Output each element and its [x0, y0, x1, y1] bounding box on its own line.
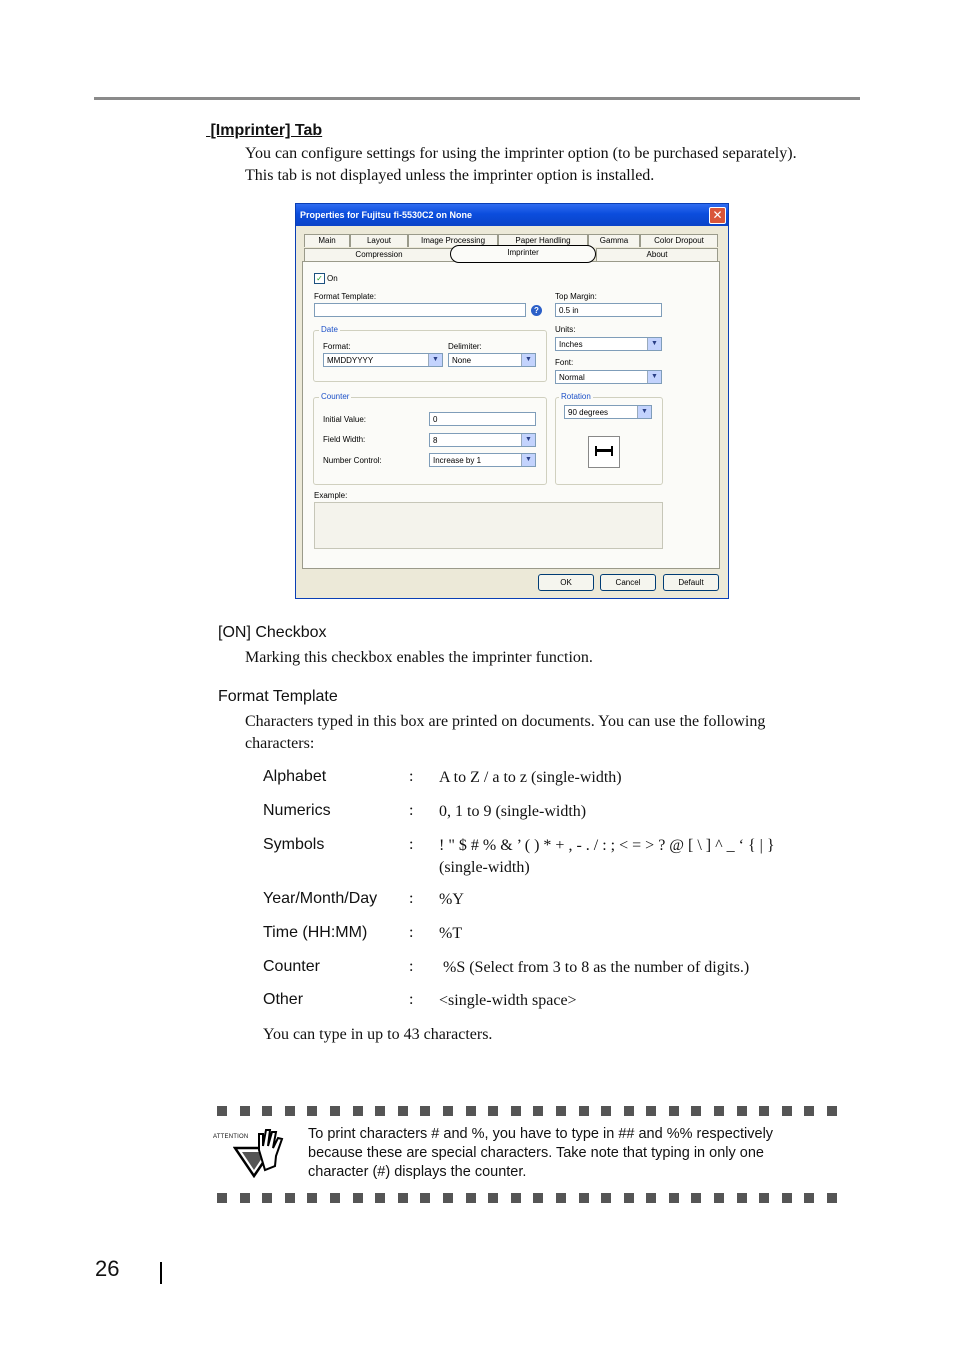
- intro-line-1: You can configure settings for using the imprinter option (to be purchased separately).: [245, 145, 797, 162]
- tab-layout[interactable]: Layout: [350, 234, 408, 247]
- cancel-button[interactable]: Cancel: [600, 574, 656, 591]
- number-control-value: Increase by 1: [433, 456, 482, 465]
- on-label: On: [327, 274, 338, 283]
- date-format-select[interactable]: [323, 353, 443, 367]
- on-checkbox[interactable]: ✓: [314, 273, 325, 284]
- attention-icon-label: ATTENTION: [213, 1134, 249, 1140]
- rotation-preview-icon: [588, 436, 620, 468]
- char-row-value: <single-width space>: [439, 992, 577, 1009]
- attention-line-3: character (#) displays the counter.: [308, 1164, 527, 1180]
- counter-group-title: Counter: [321, 392, 350, 401]
- char-row-label: Symbols: [263, 836, 325, 853]
- char-row-label: Numerics: [263, 802, 331, 819]
- char-row-value: %S (Select from 3 to 8 as the number of digits.): [439, 959, 750, 976]
- chevron-down-icon[interactable]: ▼: [428, 354, 442, 366]
- char-row-value-line: ! " $ # % & ’ ( ) * + , - . / : ; < = > ? @ [ \ ] ^ _ ‘ { | }: [439, 837, 775, 854]
- properties-dialog: [295, 203, 729, 599]
- close-icon[interactable]: ✕: [709, 207, 726, 224]
- format-template-desc-line-2: characters:: [245, 735, 315, 752]
- page-number: 26: [95, 1256, 120, 1281]
- units-select[interactable]: [555, 337, 662, 351]
- default-button[interactable]: Default: [663, 574, 719, 591]
- format-template-desc-line-1: Characters typed in this box are printed on documents. You can use the following: [245, 713, 766, 730]
- attention-line-2: because these are special characters. Take note that typing in only one: [308, 1145, 764, 1161]
- char-row-label: Other: [263, 991, 304, 1008]
- chevron-down-icon[interactable]: ▼: [647, 371, 661, 383]
- char-limit-note: You can type in up to 43 characters.: [263, 1026, 493, 1043]
- format-template-desc: [245, 711, 765, 755]
- char-row-colon: :: [409, 958, 414, 975]
- units-label: Units:: [555, 325, 576, 334]
- top-margin-label: Top Margin:: [555, 292, 597, 301]
- char-row-label: Counter: [263, 958, 320, 975]
- rotation-select[interactable]: [564, 405, 652, 419]
- number-control-label: Number Control:: [323, 456, 382, 465]
- field-width-value: 8: [433, 436, 438, 445]
- char-row-value-line: (single-width): [439, 859, 530, 876]
- tab-color-dropout[interactable]: Color Dropout: [640, 234, 718, 247]
- font-label: Font:: [555, 358, 574, 367]
- char-row-colon: :: [409, 802, 414, 819]
- char-row-colon: :: [409, 991, 414, 1008]
- initial-value-input[interactable]: 0: [429, 412, 536, 426]
- char-row-colon: :: [409, 836, 414, 853]
- char-row-label: Time (HH:MM): [263, 924, 368, 941]
- top-margin-input[interactable]: 0.5 in: [555, 303, 662, 317]
- format-template-label: Format Template:: [314, 292, 377, 301]
- format-template-heading: Format Template: [218, 688, 338, 705]
- units-value: Inches: [559, 340, 583, 349]
- attention-line-1: To print characters # and %, you have to type in ## and %% respectively: [308, 1126, 774, 1142]
- chevron-down-icon[interactable]: ▼: [521, 354, 535, 366]
- rotation-value: 90 degrees: [568, 408, 609, 417]
- dialog-titlebar: [296, 204, 728, 226]
- ok-button[interactable]: OK: [538, 574, 594, 591]
- date-group-title: Date: [321, 325, 338, 334]
- field-width-select[interactable]: [429, 433, 536, 447]
- chevron-down-icon[interactable]: ▼: [647, 338, 661, 350]
- char-row-value: %Y: [439, 891, 464, 908]
- char-row-colon: :: [409, 890, 414, 907]
- intro-line-2: This tab is not displayed unless the imprinter option is installed.: [245, 167, 655, 184]
- char-row-label: Year/Month/Day: [263, 890, 378, 907]
- example-box: [314, 502, 663, 549]
- footer-divider: [160, 1262, 162, 1284]
- on-checkbox-desc: Marking this checkbox enables the imprinter function.: [245, 649, 593, 666]
- tab-about[interactable]: About: [596, 248, 718, 261]
- tab-compression[interactable]: Compression: [304, 248, 454, 261]
- tab-image-processing[interactable]: Image Processing: [408, 234, 498, 247]
- char-row-value: 0, 1 to 9 (single-width): [439, 803, 587, 820]
- char-row-colon: :: [409, 924, 414, 941]
- on-checkbox-heading: [ON] Checkbox: [218, 624, 327, 641]
- field-width-label: Field Width:: [323, 435, 366, 444]
- tab-gamma[interactable]: Gamma: [588, 234, 640, 247]
- format-template-input[interactable]: [314, 303, 526, 317]
- header-rule: [94, 97, 860, 100]
- attention-icon: [213, 1126, 293, 1178]
- attention-text: [308, 1125, 773, 1182]
- char-row-value: [439, 835, 775, 879]
- delimiter-label: Delimiter:: [448, 342, 482, 351]
- initial-value-label: Initial Value:: [323, 415, 366, 424]
- char-row-label: Alphabet: [263, 768, 327, 785]
- intro-text: [245, 143, 797, 187]
- char-row-value: %T: [439, 925, 463, 942]
- chevron-down-icon[interactable]: ▼: [521, 454, 535, 466]
- font-select[interactable]: [555, 370, 662, 384]
- tab-imprinter[interactable]: Imprinter: [450, 245, 596, 263]
- imprinter-panel: [302, 261, 720, 569]
- date-format-value: MMDDYYYY: [327, 356, 374, 365]
- number-control-select[interactable]: [429, 453, 536, 467]
- attention-top-border: [217, 1106, 850, 1116]
- tab-main[interactable]: Main: [304, 234, 350, 247]
- delimiter-value: None: [452, 356, 472, 365]
- tab-paper-handling[interactable]: Paper Handling: [498, 234, 588, 247]
- dialog-title: Properties for Fujitsu fi-5530C2 on None: [300, 210, 473, 220]
- chevron-down-icon[interactable]: ▼: [637, 406, 651, 418]
- chevron-down-icon[interactable]: ▼: [521, 434, 535, 446]
- font-value: Normal: [559, 373, 585, 382]
- attention-bottom-border: [217, 1193, 850, 1203]
- help-icon[interactable]: ?: [531, 305, 542, 316]
- char-row-colon: :: [409, 768, 414, 785]
- rotation-group-title: Rotation: [561, 392, 591, 401]
- section-heading: [Imprinter] Tab: [210, 122, 323, 139]
- char-row-value: A to Z / a to z (single-width): [439, 769, 622, 786]
- date-format-label: Format:: [323, 342, 351, 351]
- delimiter-select[interactable]: [448, 353, 536, 367]
- example-label: Example:: [314, 491, 348, 500]
